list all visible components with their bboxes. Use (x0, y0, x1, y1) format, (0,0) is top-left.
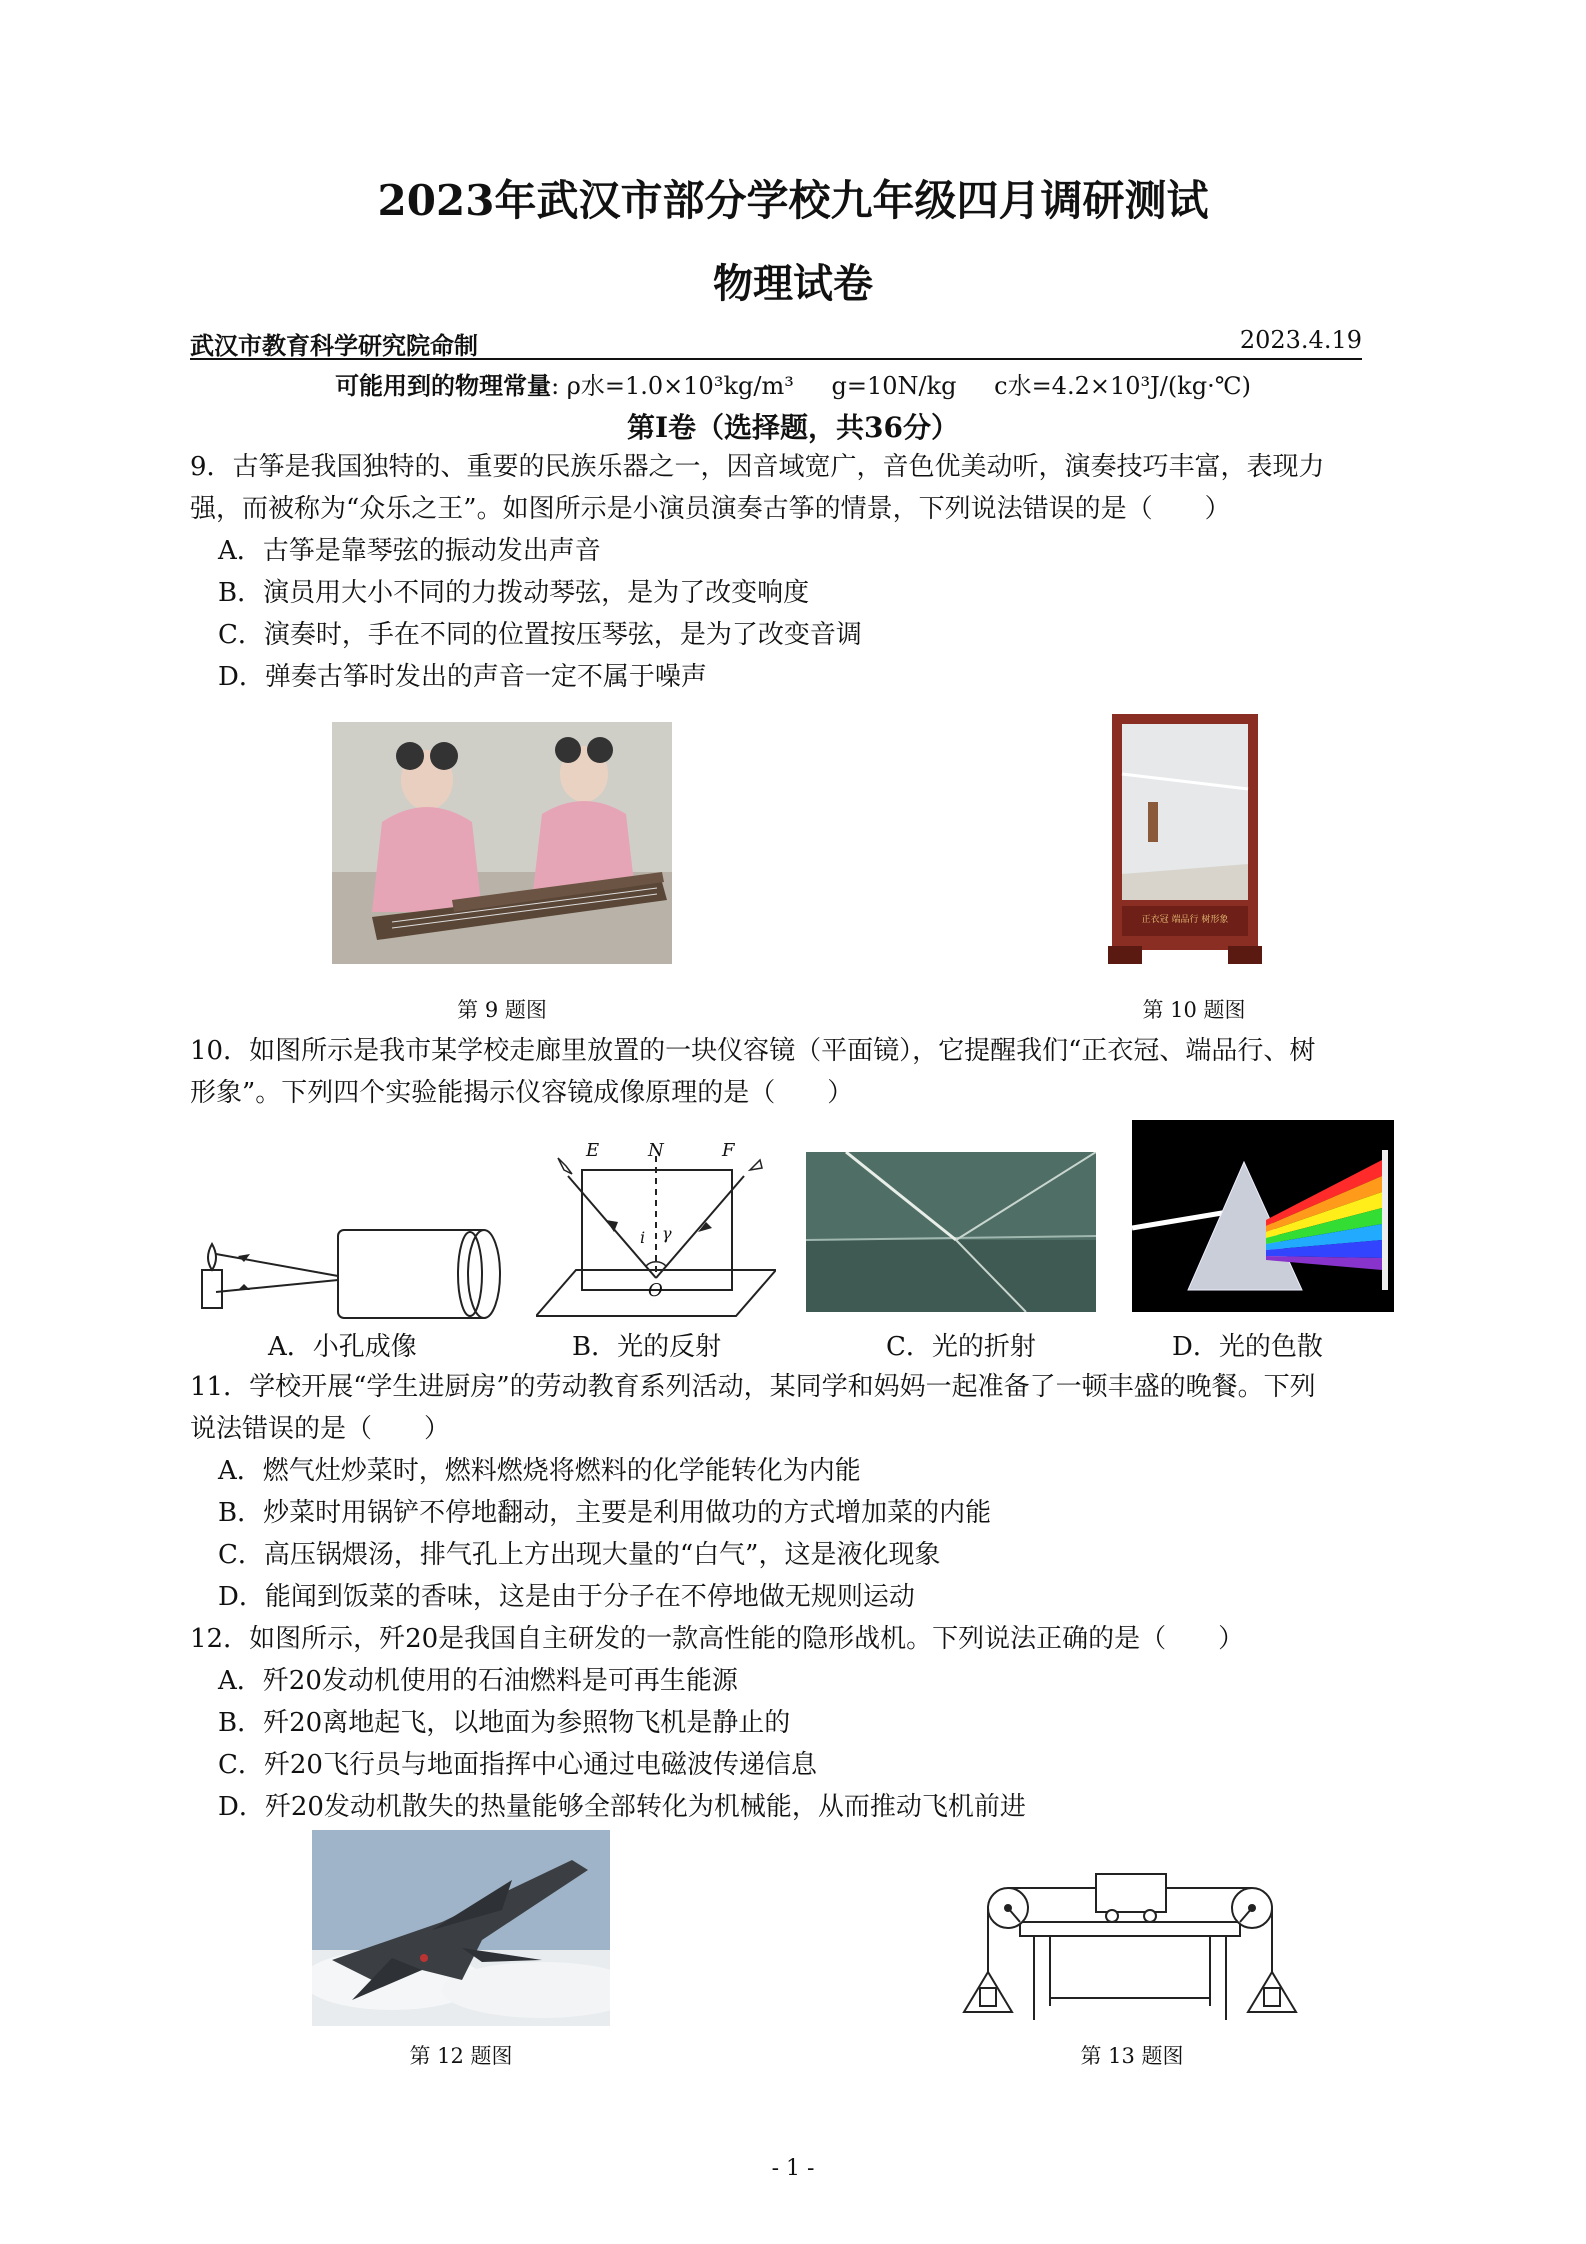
exam-title: 2023年武汉市部分学校九年级四月调研测试 (377, 176, 1209, 225)
q10-dispersion-photo (1132, 1120, 1394, 1312)
q12-option-b: B．歼20离地起飞，以地面为参照物飞机是静止的 (218, 1708, 791, 1738)
section-title: 第Ⅰ卷（选择题，共36分） (626, 411, 960, 444)
q10-option-a-caption: A．小孔成像 (268, 1332, 417, 1362)
exam-date: 2023.4.19 (1239, 326, 1362, 354)
issuer: 武汉市教育科学研究院命制 (190, 331, 478, 360)
constant-c: c水=4.2×10³J/(kg·℃) (994, 372, 1251, 400)
q10-option-c-caption: C．光的折射 (886, 1332, 1036, 1362)
q9-option-a: A．古筝是靠琴弦的振动发出声音 (218, 536, 601, 566)
label-i: i (640, 1228, 646, 1247)
q10-option-d-caption: D．光的色散 (1172, 1332, 1323, 1362)
q9-option-d: D．弹奏古筝时发出的声音一定不属于噪声 (218, 662, 707, 692)
label-E: E (586, 1140, 600, 1161)
q11-option-b: B．炒菜时用锅铲不停地翻动，主要是利用做功的方式增加菜的内能 (218, 1498, 992, 1528)
q11-stem-line2: 说法错误的是（ ） (190, 1414, 451, 1444)
constants-label: 可能用到的物理常量 (335, 371, 552, 400)
q12-caption: 第 12 题图 (409, 2044, 513, 2068)
q11-option-d: D．能闻到饭菜的香味，这是由于分子在不停地做无规则运动 (218, 1582, 915, 1612)
q10-option-b-caption: B．光的反射 (572, 1332, 722, 1362)
mirror-plaque-text: 正衣冠 端品行 树形象 (1141, 915, 1229, 925)
issuer-line (190, 326, 1362, 360)
q13-caption: 第 13 题图 (1080, 2044, 1184, 2068)
q9-guzheng-photo (332, 722, 672, 964)
q10-mirror-photo (1108, 714, 1262, 964)
q9-option-b: B．演员用大小不同的力拨动琴弦，是为了改变响度 (218, 578, 810, 608)
q9-caption: 第 9 题图 (457, 998, 547, 1022)
q11-stem-line1: 11．学校开展“学生进厨房”的劳动教育系列活动，某同学和妈妈一起准备了一顿丰盛的晚餐。下列 (190, 1372, 1316, 1402)
q10-diagram-reflection (536, 1140, 776, 1320)
q13-pulley-diagram (950, 1860, 1310, 2030)
label-gamma: γ (662, 1224, 672, 1243)
label-N: N (648, 1140, 664, 1161)
q12-option-c: C．歼20飞行员与地面指挥中心通过电磁波传递信息 (218, 1750, 817, 1780)
exam-subtitle: 物理试卷 (713, 260, 873, 307)
constant-g: g=10N/kg (831, 372, 957, 400)
label-O: O (648, 1280, 663, 1301)
q10-stem-line2: 形象”。下列四个实验能揭示仪容镜成像原理的是（ ） (190, 1078, 854, 1108)
q11-option-a: A．燃气灶炒菜时，燃料燃烧将燃料的化学能转化为内能 (218, 1456, 861, 1486)
label-F: F (722, 1140, 735, 1161)
q12-jet-photo (312, 1830, 610, 2026)
q11-option-c: C．高压锅煨汤，排气孔上方出现大量的“白气”，这是液化现象 (218, 1540, 941, 1570)
constants-line: 可能用到的物理常量: ρ水=1.0×10³kg/m³ g=10N/kg c水=4.2×10³J/(kg·℃) (335, 371, 1251, 400)
q10-diagram-pinhole (198, 1210, 508, 1320)
q9-option-c: C．演奏时，手在不同的位置按压琴弦，是为了改变音调 (218, 620, 862, 650)
constant-rho: ρ水=1.0×10³kg/m³ (566, 372, 794, 400)
q9-stem-line1: 9．古筝是我国独特的、重要的民族乐器之一，因音域宽广，音色优美动听，演奏技巧丰富，表现力 (190, 452, 1325, 482)
q12-option-a: A．歼20发动机使用的石油燃料是可再生能源 (218, 1666, 738, 1696)
q10-caption: 第 10 题图 (1142, 998, 1246, 1022)
page-number: - 1 - (771, 2156, 815, 2181)
q10-refraction-photo (806, 1152, 1096, 1312)
q10-stem-line1: 10．如图所示是我市某学校走廊里放置的一块仪容镜（平面镜），它提醒我们“正衣冠、端品行、树 (190, 1036, 1316, 1066)
q9-stem-line2: 强，而被称为“众乐之王”。如图所示是小演员演奏古筝的情景，下列说法错误的是（ ） (190, 494, 1231, 524)
q12-option-d: D．歼20发动机散失的热量能够全部转化为机械能，从而推动飞机前进 (218, 1792, 1026, 1822)
q12-stem: 12．如图所示，歼20是我国自主研发的一款高性能的隐形战机。下列说法正确的是（ ） (190, 1624, 1245, 1654)
